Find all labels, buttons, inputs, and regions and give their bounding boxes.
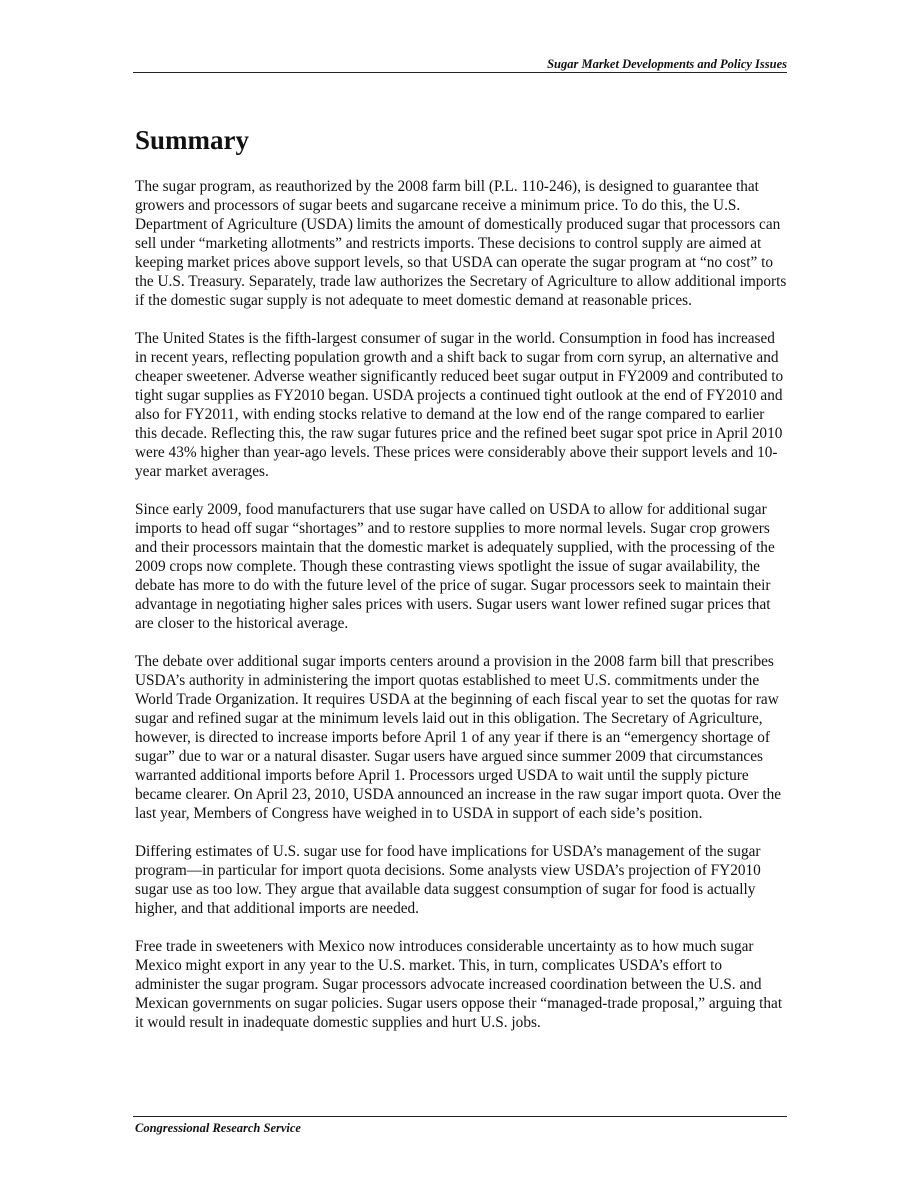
summary-paragraph-1: The sugar program, as reauthorized by the 2008 farm bill (P.L. 110-246), is designed to guarantee that growers and processors of sugar beets and sugarcane receive a minimum price. To do this, the U.S. Department of Agriculture (USDA) limits the amount of domestically produced sugar that processors can sell under “marketing allotments” and restricts imports. These decisions to control supply are aimed at keeping market prices above support levels, so that USDA can operate the sugar program at “no cost” to the U.S. Treasury. Separately, trade law authorizes the Secretary of Agriculture to allow additional imports if the domestic sugar supply is not adequate to meet domestic demand at reasonable prices. [135, 178, 787, 309]
summary-paragraph-3: Since early 2009, food manufacturers that use sugar have called on USDA to allow for additional sugar imports to head off sugar “shortages” and to restore supplies to more normal levels. Sugar crop growers and their processors maintain that the domestic market is adequately supplied, with the processing of the 2009 crops now complete. Though these contrasting views spotlight the issue of sugar availability, the debate has more to do with the future level of the price of sugar. Sugar processors seek to maintain their advantage in negotiating higher sales prices with users. Sugar users want lower refined sugar prices that are closer to the historical average. [135, 501, 775, 632]
footer-divider [133, 1116, 787, 1117]
running-footer-publisher: Congressional Research Service [135, 1121, 301, 1135]
summary-paragraph-4: The debate over additional sugar imports centers around a provision in the 2008 farm bill that prescribes USDA’s authority in administering the import quotas established to meet U.S. commitments under the World Trade Organization. It requires USDA at the beginning of each fiscal year to set the quotas for raw sugar and refined sugar at the minimum levels laid out in this obligation. The Secretary of Agriculture, however, is directed to increase imports before April 1 of any year if there is an “emergency shortage of sugar” due to war or a natural disaster. Sugar users have argued since summer 2009 that circumstances warranted additional imports before April 1. Processors urged USDA to wait until the supply picture became clearer. On April 23, 2010, USDA announced an increase in the raw sugar import quota. Over the last year, Members of Congress have weighed in to USDA in support of each side’s position. [135, 653, 782, 822]
summary-paragraph-6: Free trade in sweeteners with Mexico now introduces considerable uncertainty as to how much sugar Mexico might export in any year to the U.S. market. This, in turn, complicates USDA’s effort to administer the sugar program. Sugar processors advocate increased coordination between the U.S. and Mexican governments on sugar policies. Sugar users oppose their “managed-trade proposal,” arguing that it would result in inadequate domestic supplies and hurt U.S. jobs. [135, 938, 783, 1031]
running-header-title: Sugar Market Developments and Policy Issues [547, 57, 787, 71]
summary-paragraph-5: Differing estimates of U.S. sugar use for food have implications for USDA’s management of the sugar program—in particular for import quota decisions. Some analysts view USDA’s projection of FY2010 sugar use as too low. They argue that available data suggest consumption of sugar for food is actually higher, and that additional imports are needed. [135, 843, 761, 917]
header-divider [133, 72, 787, 73]
summary-body [135, 177, 787, 1051]
page-title: Summary [135, 125, 249, 155]
summary-paragraph-2: The United States is the fifth-largest consumer of sugar in the world. Consumption in food has increased in recent years, reflecting population growth and a shift back to sugar from corn syrup, an alternative and cheaper sweetener. Adverse weather significantly reduced beet sugar output in FY2009 and contributed to tight sugar supplies as FY2010 began. USDA projects a continued tight outlook at the end of FY2010 and also for FY2011, with ending stocks relative to demand at the low end of the range compared to earlier this decade. Reflecting this, the raw sugar futures price and the refined beet sugar spot price in April 2010 were 43% higher than year-ago levels. These prices were considerably above their support levels and 10-year market averages. [135, 330, 784, 480]
